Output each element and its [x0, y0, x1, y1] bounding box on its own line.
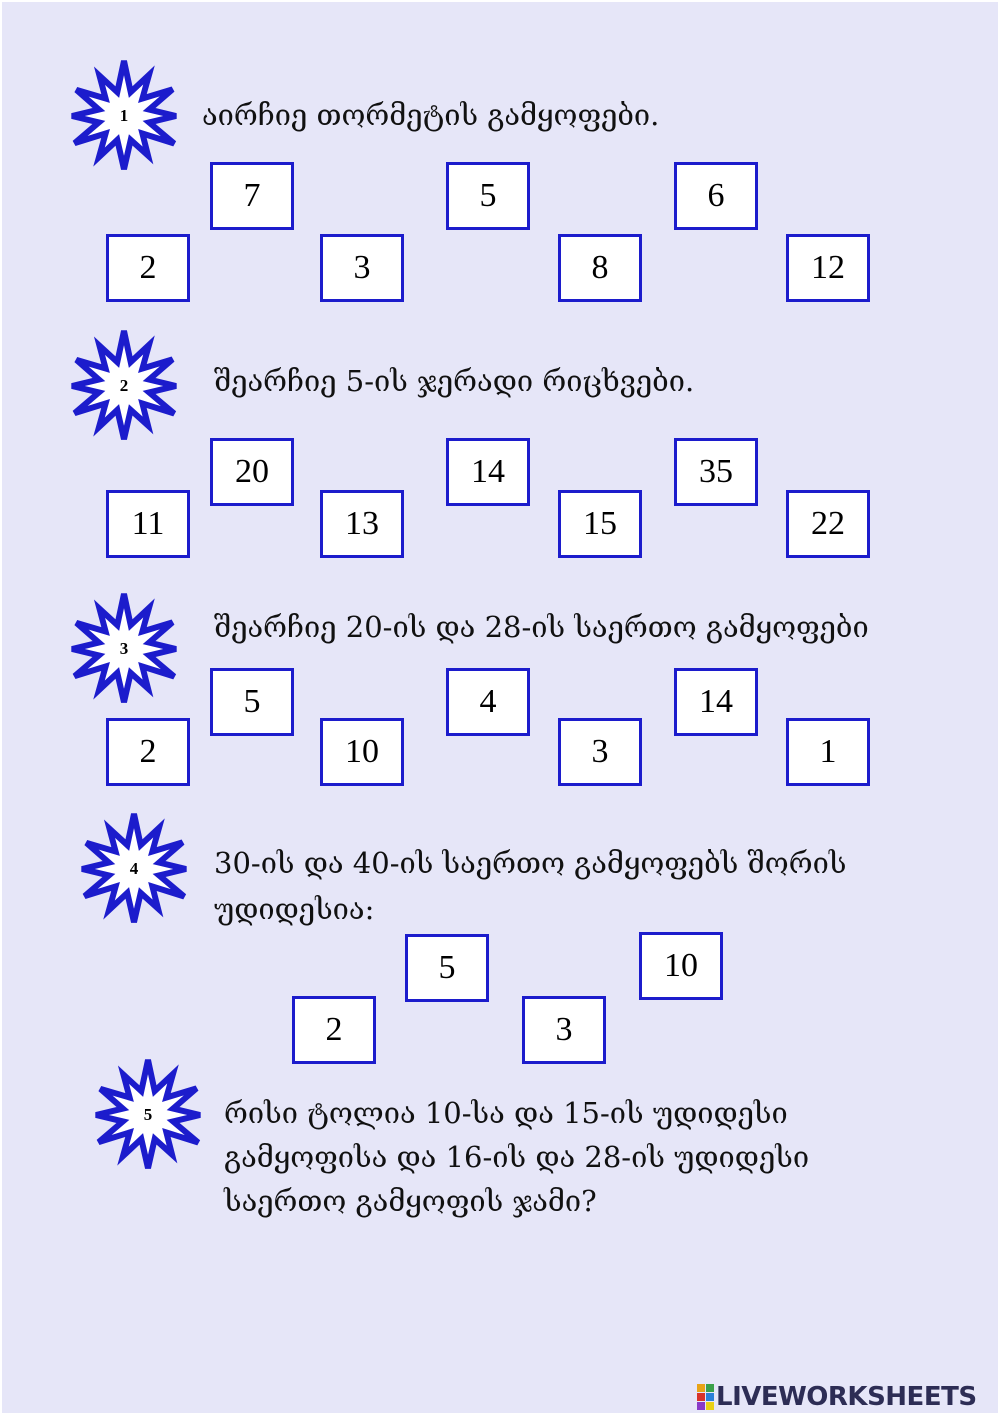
question-1-text: აირჩიე თორმეტის გამყოფები.	[202, 98, 660, 132]
worksheet-page	[2, 2, 998, 1413]
answer-option[interactable]: 10	[639, 932, 723, 1000]
question-2-text: შეარჩიე 5-ის ჯერადი რიცხვები.	[214, 364, 695, 398]
answer-option[interactable]: 35	[674, 438, 758, 506]
starburst-icon	[54, 590, 194, 708]
starburst-icon	[64, 810, 204, 928]
question-number: 5	[143, 1105, 153, 1124]
question-5-text-line-1: რისი ტოლია 10-სა და 15-ის უდიდესი	[224, 1096, 788, 1130]
question-5-text-line-3: საერთო გამყოფის ჯამი?	[224, 1184, 597, 1218]
answer-option[interactable]: 5	[210, 668, 294, 736]
starburst-icon	[54, 327, 194, 445]
starburst-icon	[78, 1056, 218, 1174]
answer-option[interactable]: 3	[558, 718, 642, 786]
answer-option[interactable]: 6	[674, 162, 758, 230]
answer-option[interactable]: 10	[320, 718, 404, 786]
answer-option[interactable]: 2	[106, 718, 190, 786]
answer-option[interactable]: 1	[786, 718, 870, 786]
answer-option[interactable]: 14	[674, 668, 758, 736]
answer-option[interactable]: 11	[106, 490, 190, 558]
question-5-text-line-2: გამყოფისა და 16-ის და 28-ის უდიდესი	[224, 1140, 810, 1174]
question-number: 2	[119, 376, 129, 395]
answer-option[interactable]: 5	[446, 162, 530, 230]
answer-option[interactable]: 12	[786, 234, 870, 302]
answer-option[interactable]: 8	[558, 234, 642, 302]
answer-option[interactable]: 7	[210, 162, 294, 230]
question-number: 3	[119, 639, 129, 658]
answer-option[interactable]: 13	[320, 490, 404, 558]
answer-option[interactable]: 20	[210, 438, 294, 506]
answer-option[interactable]: 22	[786, 490, 870, 558]
answer-option[interactable]: 3	[320, 234, 404, 302]
answer-option[interactable]: 2	[292, 996, 376, 1064]
answer-option[interactable]: 15	[558, 490, 642, 558]
question-number: 4	[129, 859, 139, 878]
starburst-icon	[54, 57, 194, 175]
logo-text: LIVEWORKSHEETS	[716, 1382, 977, 1412]
answer-option[interactable]: 4	[446, 668, 530, 736]
answer-option[interactable]: 3	[522, 996, 606, 1064]
logo-blocks-icon	[697, 1384, 714, 1410]
answer-option[interactable]: 2	[106, 234, 190, 302]
question-4-text-line-2: უდიდესია:	[214, 892, 375, 926]
liveworksheets-logo[interactable]	[697, 1380, 977, 1414]
answer-option[interactable]: 5	[405, 934, 489, 1002]
question-3-text: შეარჩიე 20-ის და 28-ის საერთო გამყოფები	[214, 610, 869, 644]
answer-option[interactable]: 14	[446, 438, 530, 506]
question-number: 1	[119, 106, 129, 125]
question-4-text-line-1: 30-ის და 40-ის საერთო გამყოფებს შორის	[214, 846, 847, 880]
